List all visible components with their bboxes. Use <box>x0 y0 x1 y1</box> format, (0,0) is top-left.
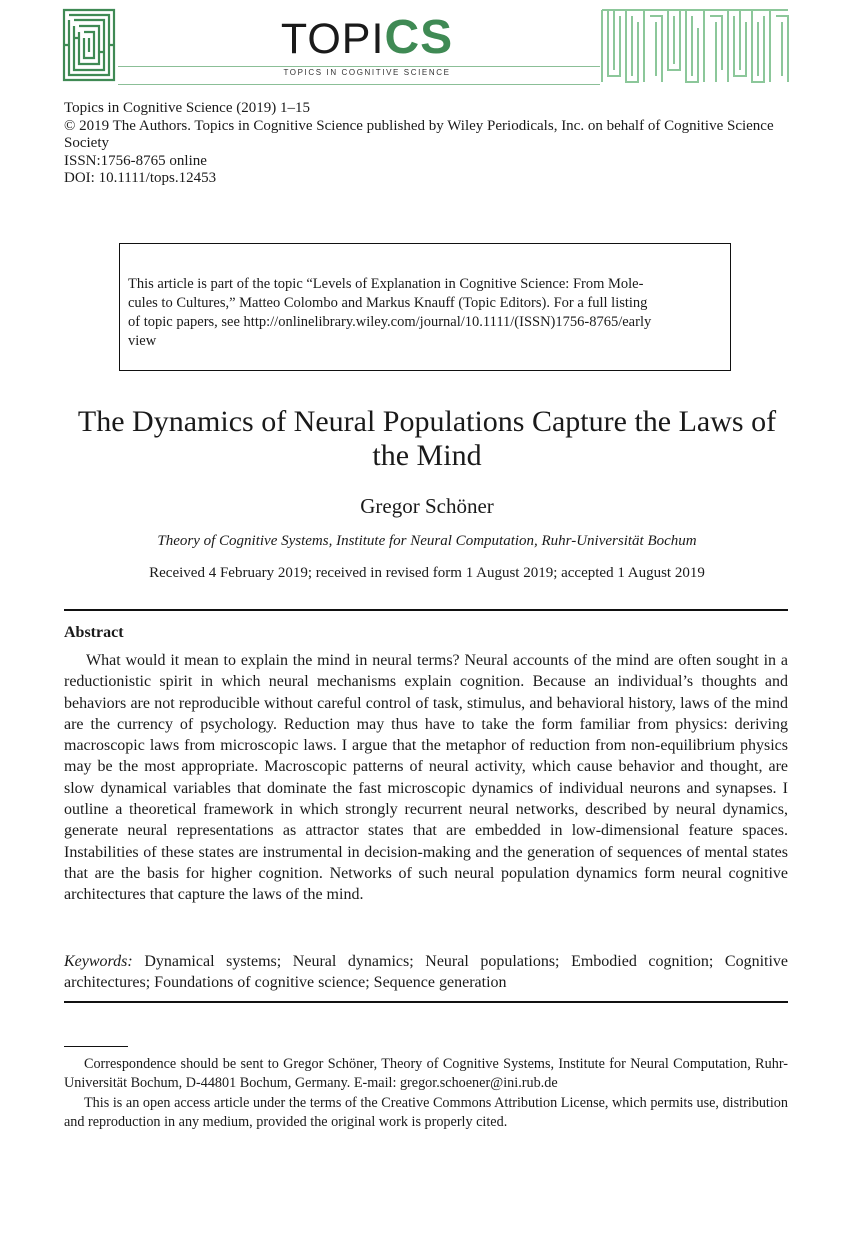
topic-note-line: This article is part of the topic “Levels of Explanation in Cognitive Science: From Mole- <box>128 276 644 292</box>
keywords <box>64 951 788 993</box>
masthead-rule-bottom <box>118 84 600 85</box>
article-dates: Received 4 February 2019; received in revised form 1 August 2019; accepted 1 August 2019 <box>149 565 705 581</box>
abstract-rule-top <box>64 609 788 611</box>
correspondence-footnote: Correspondence should be sent to Gregor Schöner, Theory of Cognitive Systems, Institute for Neural Computation, Ruhr-Universität Bochum, D-44801 Bochum, Germany. E-mail: gregor.schoener@ini.rub.de <box>64 1056 788 1091</box>
topic-note-line: cules to Cultures,” Matteo Colombo and Markus Knauff (Topic Editors). For a full listing <box>128 295 648 311</box>
article-title: The Dynamics of Neural Populations Capture the Laws of the Mind <box>77 405 777 472</box>
maze-logo-left-icon <box>62 8 116 82</box>
abstract-text: What would it mean to explain the mind in neural terms? Neural accounts of the mind are often sought in a reductionistic spirit in which neural mechanisms explain cognition. Because an individual’s thoughts and behaviors are not reproducible without careful control of task, stimulus, and behavioral history, laws of the mind are the currency of psychology. Reduction may thus have to take the form familiar from physics: deriving macroscopic laws from microscopic laws. I argue that the metaphor of reduction from non-equilibrium physics may be the most appropriate. Macroscopic patterns of neural activity, which cause behavior and thought, are slow dynamical variables that dominate the fast microscopic dynamics of individual neurons and synapses. I outline a theoretical framework in which strongly recurrent neural networks, described by neural dynamics, generate neural representations as attractor states that are embedded in low-dimensional feature spaces. Instabilities of these states are instrumental in decision-making and the generation of sequences of mental states that are the basis for higher cognition. Networks of such neural population dynamics form neural cognitive architectures that capture the laws of the mind. <box>64 652 788 904</box>
issn-line: ISSN:1756-8765 online <box>64 152 207 169</box>
citation-line: Topics in Cognitive Science (2019) 1–15 <box>64 100 310 116</box>
topic-note-link-line[interactable]: view <box>128 333 157 349</box>
copyright-line: © 2019 The Authors. Topics in Cognitive Science published by Wiley Periodicals, Inc. on behalf of Cognitive Science Society <box>64 117 774 151</box>
journal-logo <box>272 12 462 77</box>
doi-line[interactable]: DOI: 10.1111/tops.12453 <box>64 170 217 186</box>
journal-masthead <box>62 8 790 88</box>
footnote-rule <box>64 1046 128 1047</box>
maze-pattern-right-icon <box>600 8 790 84</box>
logo-main-text: TOPI <box>280 15 385 63</box>
logo-accent-text: CS <box>384 11 454 64</box>
article-author: Gregor Schöner <box>360 494 494 518</box>
keywords-text: Dynamical systems; Neural dynamics; Neural populations; Embodied cognition; Cognitive architectures; Foundations of cognitive science; Sequence generation <box>64 953 789 991</box>
publication-meta <box>64 100 790 188</box>
keywords-label: Keywords: <box>64 953 133 970</box>
topic-note-box <box>119 243 731 371</box>
abstract-rule-bottom <box>64 1001 788 1003</box>
license-footnote: This is an open access article under the terms of the Creative Commons Attribution License, which permits use, distribution and reproduction in any medium, provided the original work is properly cited. <box>64 1095 788 1130</box>
author-affiliation: Theory of Cognitive Systems, Institute for Neural Computation, Ruhr-Universität Bochum <box>157 533 697 549</box>
abstract-heading: Abstract <box>64 624 124 641</box>
topic-note-link-line[interactable]: of topic papers, see http://onlinelibrary.wiley.com/journal/10.1111/(ISSN)1756-8765/early <box>128 314 652 330</box>
logo-subtitle: TOPICS IN COGNITIVE SCIENCE <box>283 68 451 77</box>
